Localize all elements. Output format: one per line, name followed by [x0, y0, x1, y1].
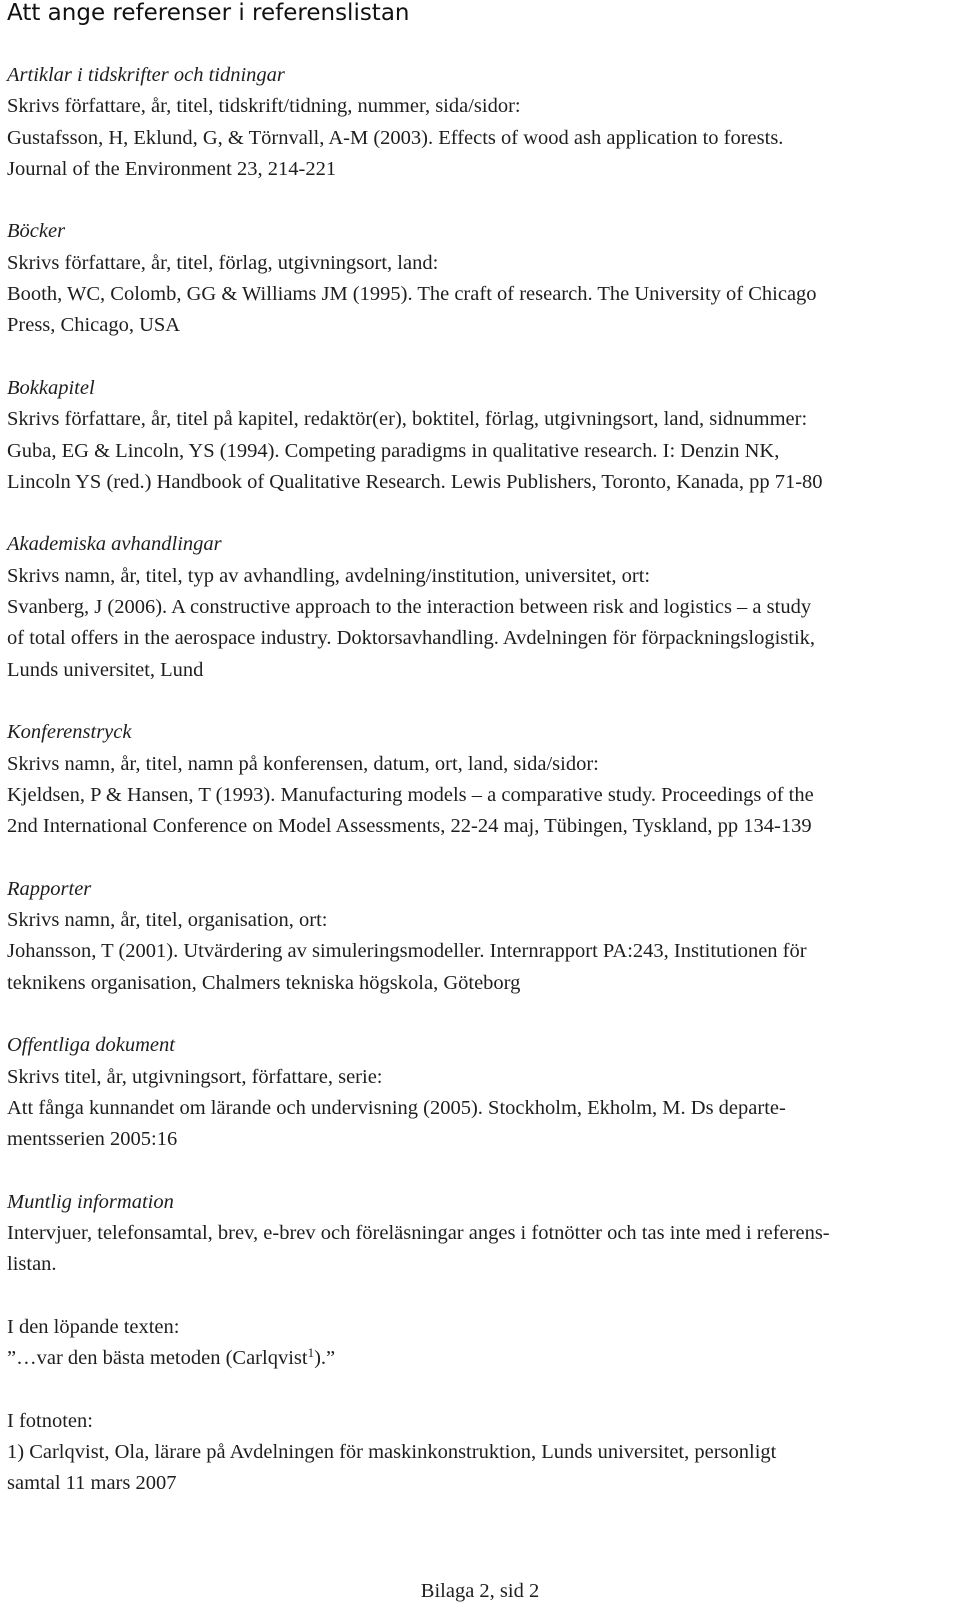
example-line: Lunds universitet, Lund [7, 658, 204, 681]
section-conference [7, 717, 957, 842]
footnote-line: samtal 11 mars 2007 [7, 1472, 177, 1495]
example-line: Lincoln YS (red.) Handbook of Qualitative Research. Lewis Publishers, Toronto, Kanada, pp 71-80 [7, 470, 823, 493]
section-heading: Bokkapitel [7, 376, 95, 399]
quote-text: ”…var den bästa metoden (Carlqvist [7, 1347, 308, 1370]
section-dissertations [7, 529, 957, 685]
quote-text-end: ).” [314, 1347, 336, 1370]
example-line: Press, Chicago, USA [7, 314, 181, 337]
running-text-label: I den löpande texten: [7, 1315, 180, 1338]
section-footnote [7, 1406, 957, 1500]
section-heading: Böcker [7, 220, 66, 243]
format-description: Skrivs namn, år, titel, organisation, ort: [7, 909, 328, 932]
format-description: listan. [7, 1253, 57, 1276]
format-description: Intervjuer, telefonsamtal, brev, e-brev och föreläsningar anges i fotnötter och tas inte med i referens- [7, 1221, 830, 1244]
example-line: mentsserien 2005:16 [7, 1128, 178, 1151]
section-heading: Artiklar i tidskrifter och tidningar [7, 64, 285, 86]
example-line: Gustafsson, H, Eklund, G, & Törnvall, A-M (2003). Effects of wood ash application to forests. [7, 126, 784, 149]
example-line: Guba, EG & Lincoln, YS (1994). Competing paradigms in qualitative research. I: Denzin NK, [7, 439, 780, 462]
example-line: Booth, WC, Colomb, GG & Williams JM (1995). The craft of research. The University of Chicago [7, 283, 817, 306]
section-heading: Muntlig information [7, 1190, 174, 1213]
format-description: Skrivs titel, år, utgivningsort, författare, serie: [7, 1065, 383, 1088]
footnote-marker: 1 [307, 1345, 315, 1361]
running-text-example [7, 1343, 957, 1374]
format-description: Skrivs författare, år, titel på kapitel, redaktör(er), boktitel, förlag, utgivningsort, land, sidnummer: [7, 408, 808, 431]
section-running-text [7, 1312, 957, 1375]
section-heading: Akademiska avhandlingar [7, 533, 222, 556]
reference-guide-body [7, 60, 957, 1531]
format-description: Skrivs namn, år, titel, typ av avhandling, avdelning/institution, universitet, ort: [7, 564, 651, 587]
example-line: Journal of the Environment 23, 214-221 [7, 157, 337, 180]
section-book-chapters [7, 373, 957, 498]
footnote-line: 1) Carlqvist, Ola, lärare på Avdelningen för maskinkonstruktion, Lunds universitet, personligt [7, 1441, 777, 1464]
section-heading: Rapporter [7, 877, 92, 900]
format-description: Skrivs namn, år, titel, namn på konferensen, datum, ort, land, sida/sidor: [7, 752, 599, 775]
example-line: of total offers in the aerospace industry. Doktorsavhandling. Avdelningen för förpackningslogistik, [7, 627, 816, 650]
example-line: Att fånga kunnandet om lärande och undervisning (2005). Stockholm, Ekholm, M. Ds departe- [7, 1096, 786, 1119]
section-oral-information [7, 1187, 957, 1281]
footnote-label: I fotnoten: [7, 1409, 93, 1432]
example-line: teknikens organisation, Chalmers tekniska högskola, Göteborg [7, 971, 521, 994]
page-title: Att ange referenser i referenslistan [7, 0, 410, 26]
section-articles [7, 60, 957, 185]
section-heading: Offentliga dokument [7, 1034, 175, 1057]
format-description: Skrivs författare, år, titel, tidskrift/tidning, nummer, sida/sidor: [7, 95, 521, 118]
example-line: Svanberg, J (2006). A constructive approach to the interaction between risk and logistics – a study [7, 596, 812, 619]
section-heading: Konferenstryck [7, 721, 132, 744]
section-reports [7, 874, 957, 999]
page-footer: Bilaga 2, sid 2 [420, 1580, 540, 1602]
example-line: Johansson, T (2001). Utvärdering av simuleringsmodeller. Internrapport PA:243, Institutionen för [7, 940, 807, 963]
section-books [7, 216, 957, 341]
format-description: Skrivs författare, år, titel, förlag, utgivningsort, land: [7, 251, 439, 274]
section-public-documents [7, 1030, 957, 1155]
example-line: Kjeldsen, P & Hansen, T (1993). Manufacturing models – a comparative study. Proceedings of the [7, 783, 814, 806]
example-line: 2nd International Conference on Model Assessments, 22-24 maj, Tübingen, Tyskland, pp 134-139 [7, 815, 812, 838]
